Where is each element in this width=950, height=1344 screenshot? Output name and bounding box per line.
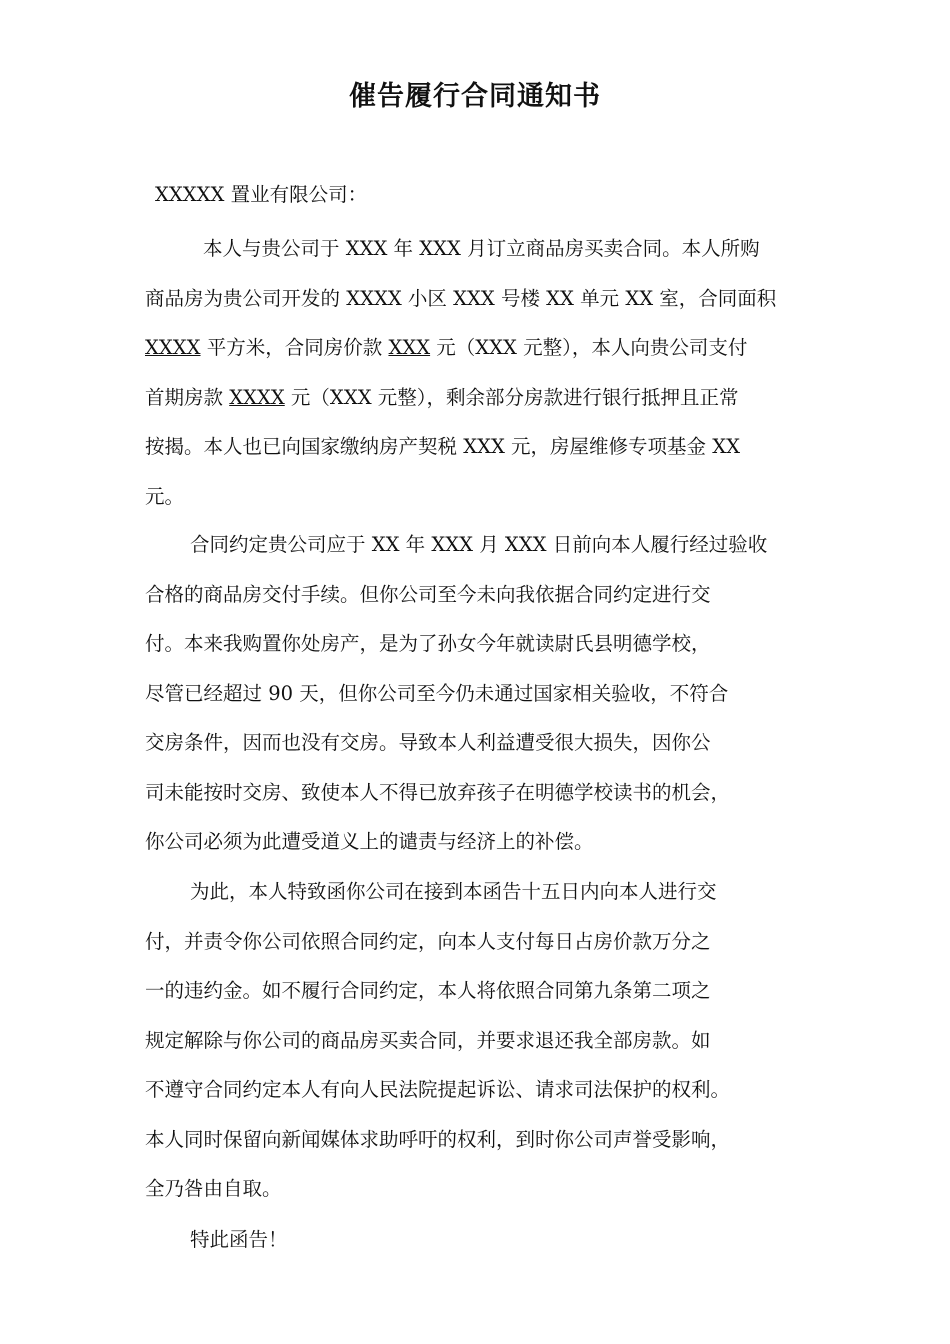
text-segment: 司未能按时交房、致使本人不得已放弃孩子在明德学校读书的机会，	[145, 780, 731, 804]
text-line	[145, 323, 835, 373]
text-segment: 付，并责令你公司依照合同约定，向本人支付每日占房价款万分之	[145, 929, 711, 953]
text-line	[145, 867, 835, 917]
addressee: XXXXX 置业有限公司：	[155, 183, 368, 206]
text-line	[145, 817, 835, 867]
text-line	[145, 718, 835, 768]
text-segment: 规定解除与你公司的商品房买卖合同，并要求退还我全部房款。如	[145, 1028, 711, 1052]
text-segment: 你公司必须为此遭受道义上的谴责与经济上的补偿。	[145, 830, 594, 853]
text-line	[145, 669, 835, 719]
closing-statement	[145, 1215, 835, 1265]
paragraph-contract-details	[145, 224, 835, 521]
text-segment: 元（XXX 元整），剩余部分房款进行银行抵押且正常	[284, 385, 739, 409]
text-line	[145, 1215, 835, 1265]
text-segment: 合格的商品房交付手续。但你公司至今未向我依据合同约定进行交	[145, 582, 711, 606]
text-segment: 元（XXX 元整），本人向贵公司支付	[430, 336, 748, 359]
price-value: XXX	[388, 336, 431, 359]
text-segment: 特此函告！	[190, 1228, 288, 1251]
paragraph-delivery-breach	[145, 520, 835, 867]
text-line	[145, 768, 835, 818]
text-segment: 不遵守合同约定本人有向人民法院提起诉讼、请求司法保护的权利。	[145, 1078, 731, 1101]
text-line	[145, 1115, 835, 1165]
text-line	[145, 373, 835, 423]
text-line	[145, 619, 835, 669]
text-segment: 本人同时保留向新闻媒体求助呼吁的权利，到时你公司声誉受影响，	[145, 1127, 731, 1151]
text-line	[145, 1065, 835, 1115]
page-title: 催告履行合同通知书	[349, 81, 601, 112]
text-segment: 付。本来我购置你处房产，是为了孙女今年就读尉氏县明德学校，	[145, 632, 711, 655]
text-segment: 为此，本人特致函你公司在接到本函告十五日内向本人进行交	[190, 880, 717, 903]
text-line	[145, 274, 835, 324]
text-segment: 首期房款	[145, 385, 230, 409]
text-segment: 按揭。本人也已向国家缴纳房产契税 XXX 元，房屋维修专项基金 XX	[145, 435, 741, 458]
text-segment: 合同约定贵公司应于 XX 年 XXX 月 XXX 日前向本人履行经过验收	[190, 533, 768, 556]
text-segment: 全乃咎由自取。	[145, 1177, 282, 1200]
text-segment: 元。	[145, 484, 185, 508]
down-payment-value: XXXX	[229, 385, 285, 409]
text-segment: 本人与贵公司于 XXX 年 XXX 月订立商品房买卖合同。本人所购	[203, 237, 760, 260]
text-line	[145, 570, 835, 620]
text-segment: 一的违约金。如不履行合同约定，本人将依照合同第九条第二项之	[145, 979, 711, 1002]
text-segment: 商品房为贵公司开发的 XXXX 小区 XXX 号楼 XX 单元 XX 室，合同面积	[145, 286, 777, 310]
paragraph-demands	[145, 867, 835, 1214]
text-segment: 平方米，合同房价款	[200, 336, 389, 359]
text-segment: 交房条件，因而也没有交房。导致本人利益遭受很大损失，因你公	[145, 731, 711, 754]
text-line	[145, 1016, 835, 1066]
text-line	[145, 917, 835, 967]
text-line	[145, 520, 835, 570]
text-line	[145, 1164, 835, 1214]
text-line	[145, 422, 835, 472]
text-segment: 尽管已经超过 90 天，但你公司至今仍未通过国家相关验收，不符合	[145, 681, 729, 705]
text-line	[145, 966, 835, 1016]
text-line	[145, 472, 835, 522]
text-line	[145, 224, 835, 274]
area-value: XXXX	[145, 336, 201, 359]
